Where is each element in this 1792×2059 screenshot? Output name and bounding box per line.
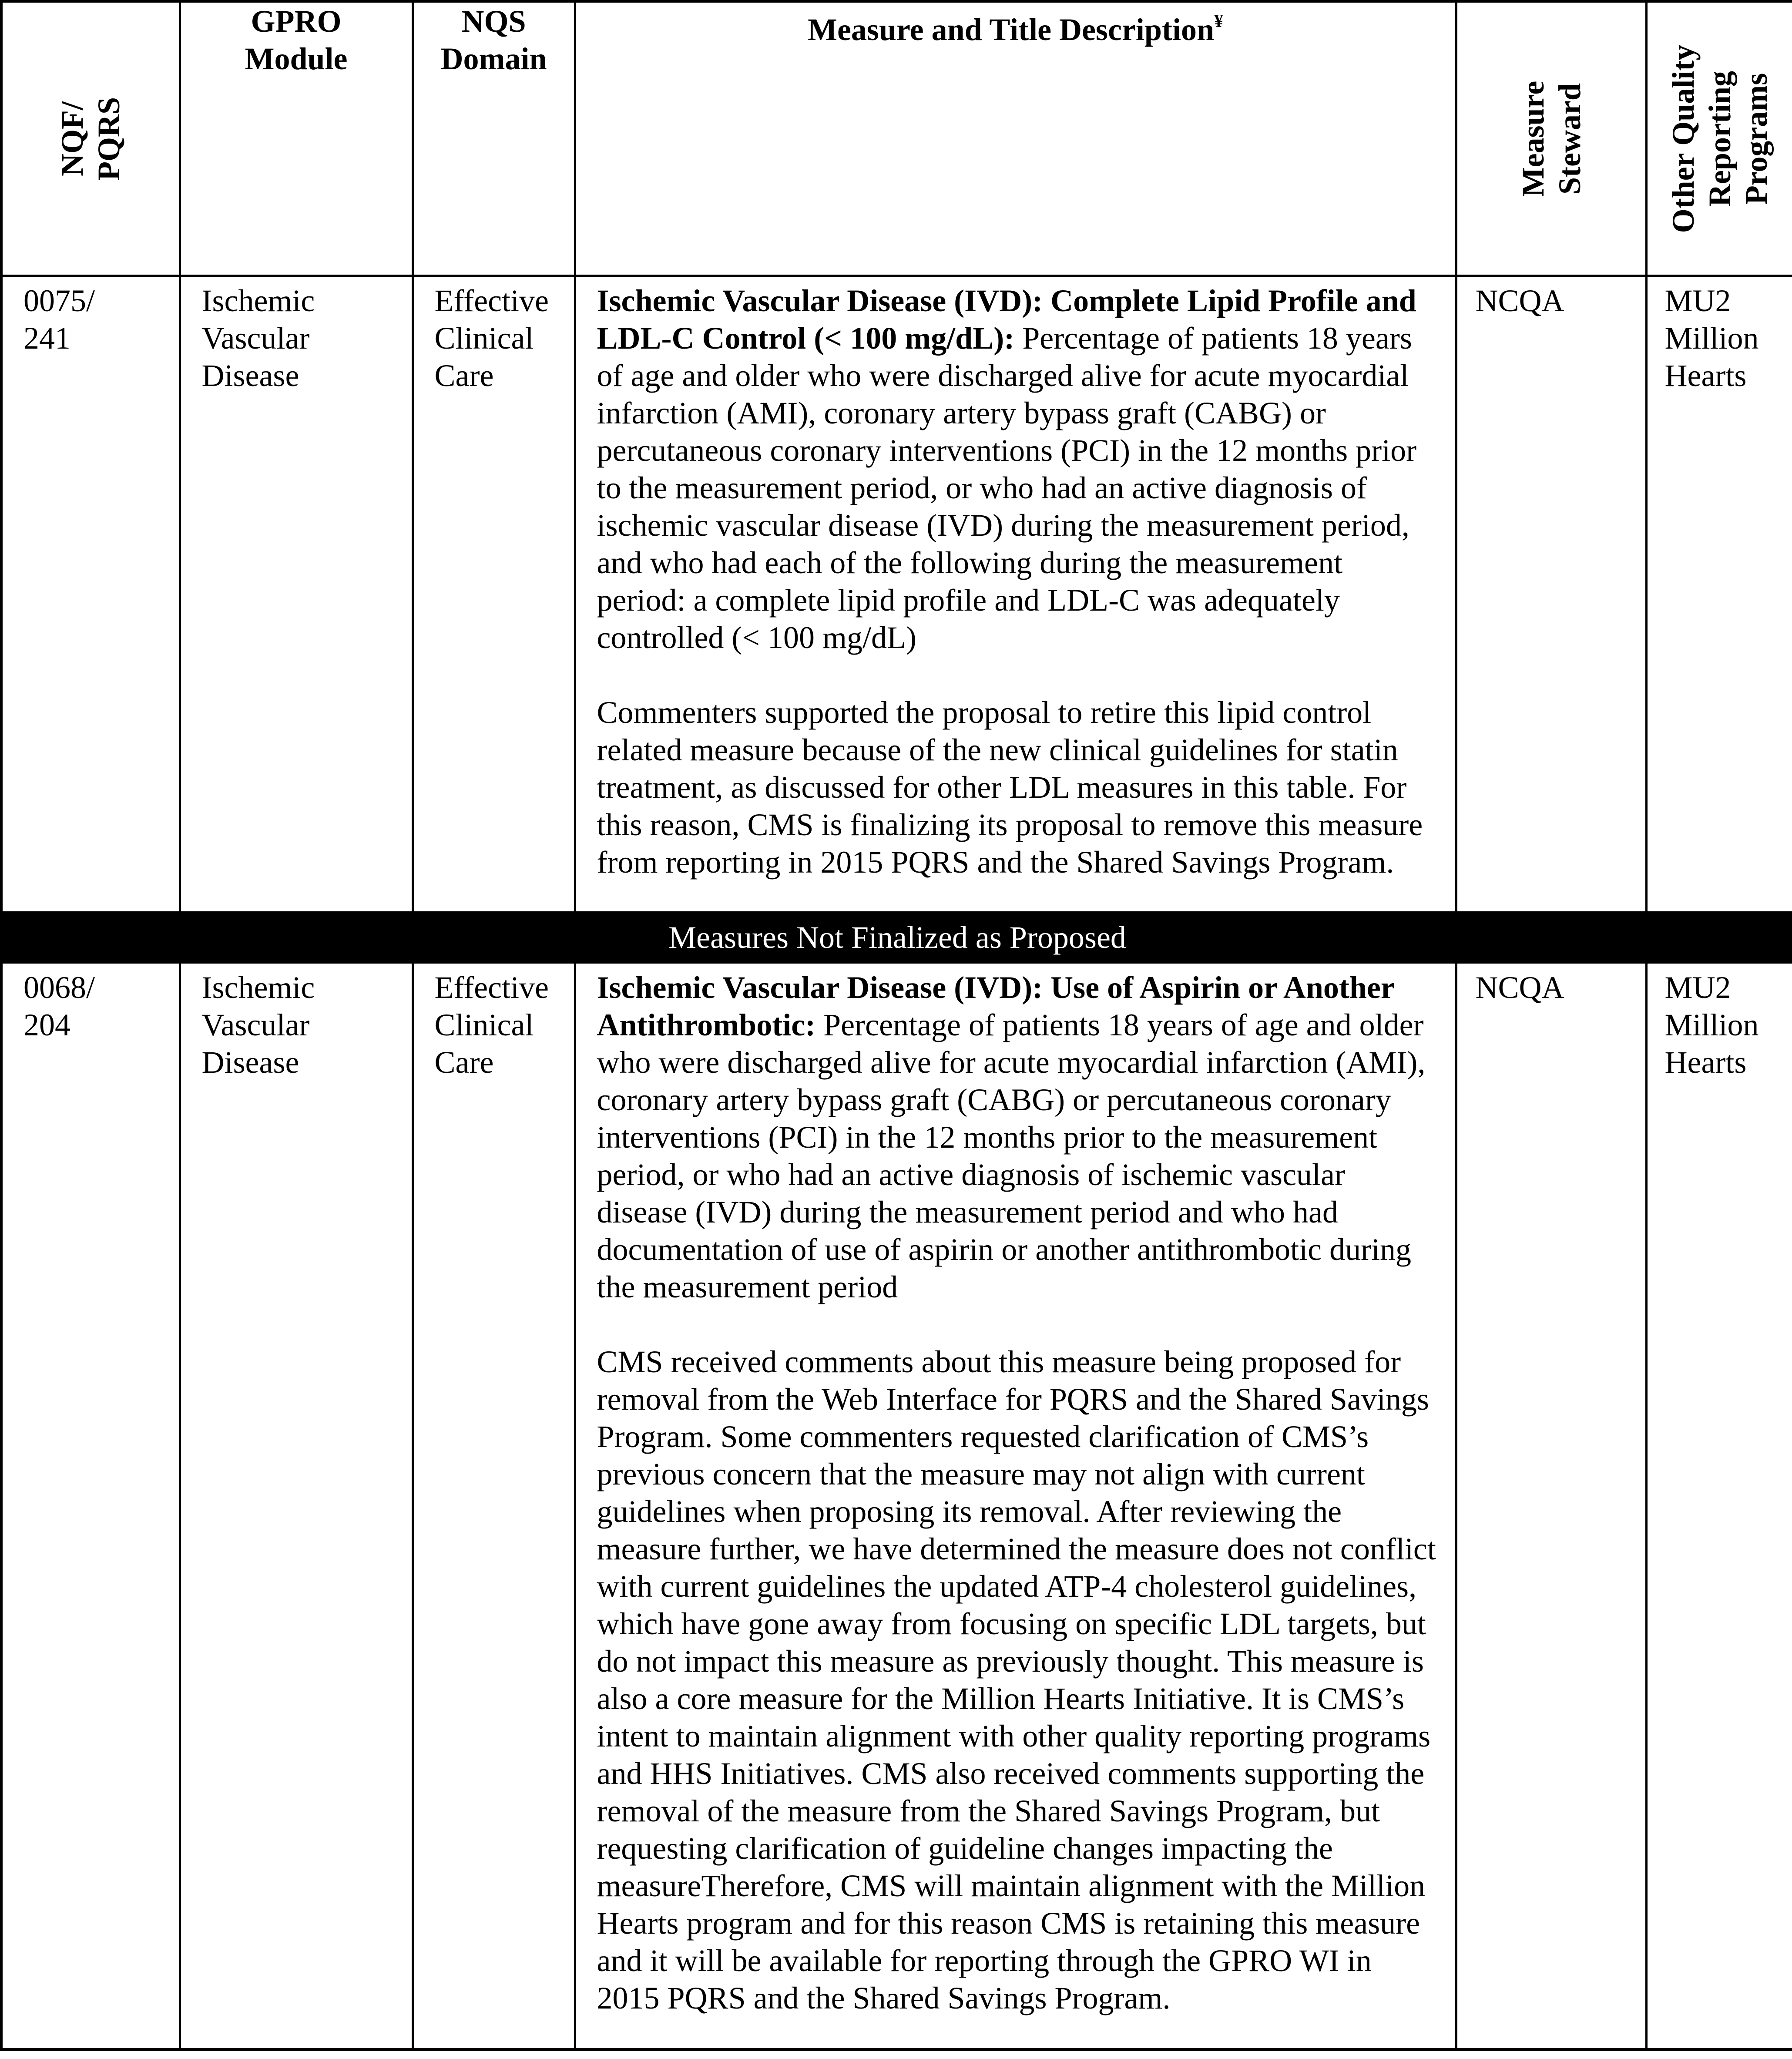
gpro-module-line: Vascular [201,321,310,356]
measure-description: Percentage of patients 18 years of age and older who were discharged alive for acute myocardial infarction (AMI), coronary artery bypass graft (CABG) or percutaneous coronary interventions (PCI) in the 12 months prior to the measurement period, or who had an active diagnosis of ischemic vascular disease (IVD) during the measurement period and who had documentation of use of aspirin or another antithrombotic during the measurement period [597,1008,1426,1304]
nqs-domain-line: Effective [434,970,549,1005]
cell-nqs-domain [413,963,575,2050]
header-measure-title-text: Measure and Title Description [808,12,1214,47]
table-row [1,276,1792,913]
cell-measure-steward [1456,276,1646,913]
measure-comment: Commenters supported the proposal to retire this lipid control related measure because of the new clinical guidelines for statin treatment, as discussed for other LDL measures in this table. For this reason, CMS is finalizing its proposal to remove this measure from reporting in 2015 PQRS and the Shared Savings Program. [597,695,1423,880]
header-other-programs-line: Reporting [1702,71,1737,207]
header-gpro-module [180,1,413,276]
nqf-pqrs-line: 204 [23,1008,70,1042]
measure-definition [597,282,1438,656]
section-banner: Measures Not Finalized as Proposed [1,913,1792,963]
measure-comment: CMS received comments about this measure being proposed for removal from the Web Interface for PQRS and the Shared Savings Program. Some commenters requested clarification of CMS’s previous concern that the measure may not align with current guidelines when proposing its removal. After reviewing the measure further, we have determined the measure does not conflict with current guidelines the updated ATP-4 cholesterol guidelines, which have gone away from focusing on specific LDL targets, but do not impact this measure as previously thought. This measure is also a core measure for the Million Hearts Initiative. It is CMS’s intent to maintain alignment with other quality reporting programs and HHS Initiatives. CMS also received comments supporting the removal of the measure from the Shared Savings Program, but requesting clarification of guideline changes impacting the measureTherefore, CMS will maintain alignment with the Million Hearts program and for this reason CMS is retaining this measure and it will be available for reporting through the GPRO WI in 2015 PQRS and the Shared Savings Program. [597,1344,1436,2015]
other-program-line: Million [1664,1008,1759,1042]
cell-measure-description [575,276,1456,913]
footnote-marker: ¥ [1214,11,1223,31]
header-measure-steward [1456,1,1646,276]
section-banner-row [1,913,1792,963]
header-other-programs-line: Other Quality [1665,44,1701,233]
nqf-pqrs-line: 241 [23,321,70,356]
header-nqf-pqrs-line: NQF/ [55,101,90,176]
nqf-pqrs-line: 0075/ [23,283,95,318]
cell-measure-steward [1456,963,1646,2050]
nqs-domain-line: Care [434,1045,494,1080]
table-row [1,963,1792,2050]
measure-steward: NCQA [1475,283,1564,318]
cell-nqf-pqrs [1,963,180,2050]
cell-measure-description [575,963,1456,2050]
other-program-line: Million [1664,321,1759,356]
header-gpro-module-line: GPRO [251,4,342,39]
header-nqs-domain [413,1,575,276]
header-nqs-domain-line: NQS [461,4,526,39]
measure-title: Ischemic Vascular Disease (IVD): Complete Lipid Profile and LDL-C Control (< 100 mg/dL): [597,283,1416,356]
header-nqs-domain-line: Domain [440,41,547,76]
nqs-domain-line: Effective [434,283,549,318]
gpro-module-line: Disease [201,1045,299,1080]
other-program-line: MU2 [1664,283,1731,318]
measure-title: Ischemic Vascular Disease (IVD): Use of Aspirin or Another Antithrombotic: [597,970,1394,1042]
table-header [1,1,1792,276]
cell-other-programs [1646,963,1792,2050]
cell-gpro-module [180,276,413,913]
cell-other-programs [1646,276,1792,913]
cell-nqs-domain [413,276,575,913]
header-nqf-pqrs [1,1,180,276]
nqf-pqrs-line: 0068/ [23,970,95,1005]
gpro-module-line: Ischemic [201,970,315,1005]
gpro-module-line: Disease [201,358,299,393]
cell-gpro-module [180,963,413,2050]
header-other-programs [1646,1,1792,276]
header-gpro-module-line: Module [245,41,348,76]
other-program-line: MU2 [1664,970,1731,1005]
nqs-domain-line: Clinical [434,1008,534,1042]
header-measure-steward-line: Steward [1552,83,1587,195]
header-measure-steward-line: Measure [1515,81,1550,197]
gpro-module-line: Vascular [201,1008,310,1042]
header-nqf-pqrs-line: PQRS [91,97,127,181]
cell-nqf-pqrs [1,276,180,913]
header-other-programs-line: Programs [1738,73,1774,205]
measure-steward: NCQA [1475,970,1564,1005]
gpro-module-line: Ischemic [201,283,315,318]
measure-definition [597,969,1438,1306]
other-program-line: Hearts [1664,1045,1747,1080]
nqs-domain-line: Clinical [434,321,534,356]
header-measure-title [575,1,1456,276]
measure-description: Percentage of patients 18 years of age and older who were discharged alive for acute myocardial infarction (AMI), coronary artery bypass graft (CABG) or percutaneous coronary interventions (PCI) in the 12 months prior to the measurement period, or who had an active diagnosis of ischemic vascular disease (IVD) during the measurement period, and who had each of the following during the measurement period: a complete lipid profile and LDL-C was adequately controlled (< 100 mg/dL) [597,321,1417,655]
other-program-line: Hearts [1664,358,1747,393]
nqs-domain-line: Care [434,358,494,393]
